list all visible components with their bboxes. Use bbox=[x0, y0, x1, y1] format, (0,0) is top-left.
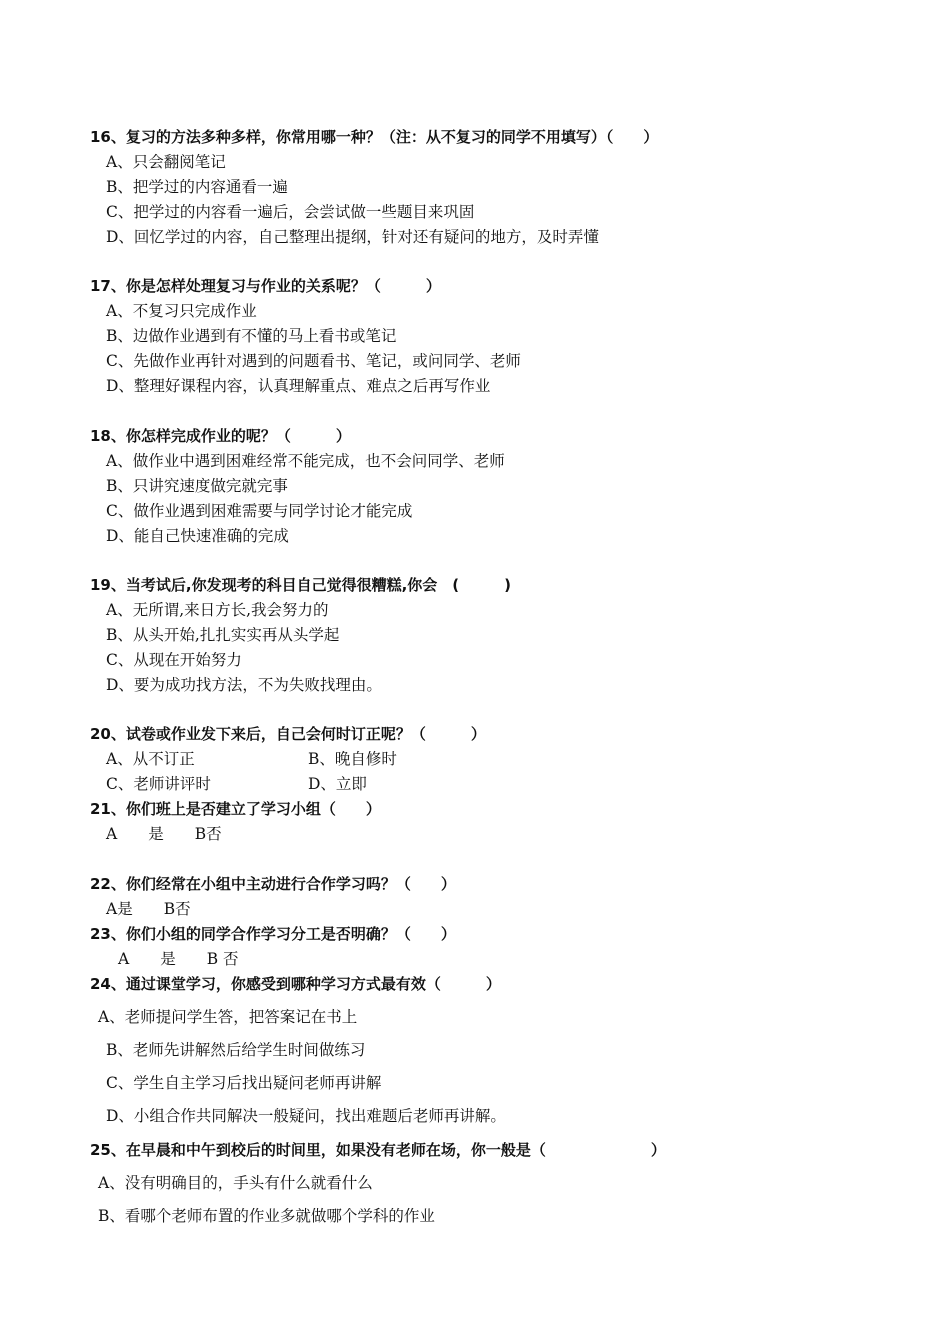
question-25-option-a: A、没有明确目的，手头有什么就看什么 bbox=[98, 1174, 373, 1192]
question-20-option-b: B、晚自修时 bbox=[308, 750, 397, 768]
question-23-stem: 23、你们小组的同学合作学习分工是否明确？（ ） bbox=[90, 925, 456, 943]
question-20-option-a: A、从不订正 bbox=[106, 750, 195, 768]
question-22-stem: 22、你们经常在小组中主动进行合作学习吗？（ ） bbox=[90, 875, 456, 893]
question-25-stem: 25、在早晨和中午到校后的时间里，如果没有老师在场，你一般是（ ） bbox=[90, 1141, 666, 1159]
question-17-stem: 17、你是怎样处理复习与作业的关系呢？（ ） bbox=[90, 277, 441, 295]
question-17-option-b: B、边做作业遇到有不懂的马上看书或笔记 bbox=[106, 327, 397, 345]
question-24-stem: 24、通过课堂学习，你感受到哪种学习方式最有效（ ） bbox=[90, 975, 501, 993]
question-16-option-b: B、把学过的内容通看一遍 bbox=[106, 178, 288, 196]
question-19-option-a: A、无所谓,来日方长,我会努力的 bbox=[106, 601, 329, 619]
question-23-options: A 是 B 否 bbox=[118, 950, 239, 968]
question-19-stem: 19、当考试后,你发现考的科目自己觉得很糟糕,你会 ( ) bbox=[90, 576, 511, 594]
question-16-option-d: D、回忆学过的内容，自己整理出提纲，针对还有疑问的地方，及时弄懂 bbox=[106, 228, 599, 246]
question-17-option-a: A、不复习只完成作业 bbox=[106, 302, 257, 320]
question-17-option-c: C、先做作业再针对遇到的问题看书、笔记，或问同学、老师 bbox=[106, 352, 521, 370]
question-16-stem: 16、复习的方法多种多样，你常用哪一种？（注：从不复习的同学不用填写）（ ） bbox=[90, 128, 659, 146]
question-24-option-c: C、学生自主学习后找出疑问老师再讲解 bbox=[106, 1074, 382, 1092]
question-18-option-d: D、能自己快速准确的完成 bbox=[106, 527, 289, 545]
question-17-option-d: D、整理好课程内容，认真理解重点、难点之后再写作业 bbox=[106, 377, 491, 395]
question-24-option-b: B、老师先讲解然后给学生时间做练习 bbox=[106, 1041, 366, 1059]
question-21-options: A 是 B否 bbox=[106, 825, 222, 843]
question-24-option-d: D、小组合作共同解决一般疑问，找出难题后老师再讲解。 bbox=[106, 1107, 506, 1125]
question-22-options: A是 B否 bbox=[106, 900, 191, 918]
question-25-option-b: B、看哪个老师布置的作业多就做哪个学科的作业 bbox=[98, 1207, 435, 1225]
question-18-stem: 18、你怎样完成作业的呢？（ ） bbox=[90, 427, 351, 445]
question-19-option-b: B、从头开始,扎扎实实再从头学起 bbox=[106, 626, 340, 644]
question-16-option-a: A、只会翻阅笔记 bbox=[106, 153, 226, 171]
question-19-option-d: D、要为成功找方法，不为失败找理由。 bbox=[106, 676, 382, 694]
question-20-option-d: D、立即 bbox=[308, 775, 367, 793]
question-21-stem: 21、你们班上是否建立了学习小组（ ） bbox=[90, 800, 381, 818]
question-20-stem: 20、试卷或作业发下来后，自己会何时订正呢？（ ） bbox=[90, 725, 486, 743]
question-18-option-a: A、做作业中遇到困难经常不能完成，也不会问同学、老师 bbox=[106, 452, 505, 470]
question-18-option-c: C、做作业遇到困难需要与同学讨论才能完成 bbox=[106, 502, 413, 520]
question-16-option-c: C、把学过的内容看一遍后，会尝试做一些题目来巩固 bbox=[106, 203, 475, 221]
question-19-option-c: C、从现在开始努力 bbox=[106, 651, 242, 669]
question-24-option-a: A、老师提问学生答，把答案记在书上 bbox=[98, 1008, 358, 1026]
question-18-option-b: B、只讲究速度做完就完事 bbox=[106, 477, 288, 495]
question-20-option-c: C、老师讲评时 bbox=[106, 775, 211, 793]
